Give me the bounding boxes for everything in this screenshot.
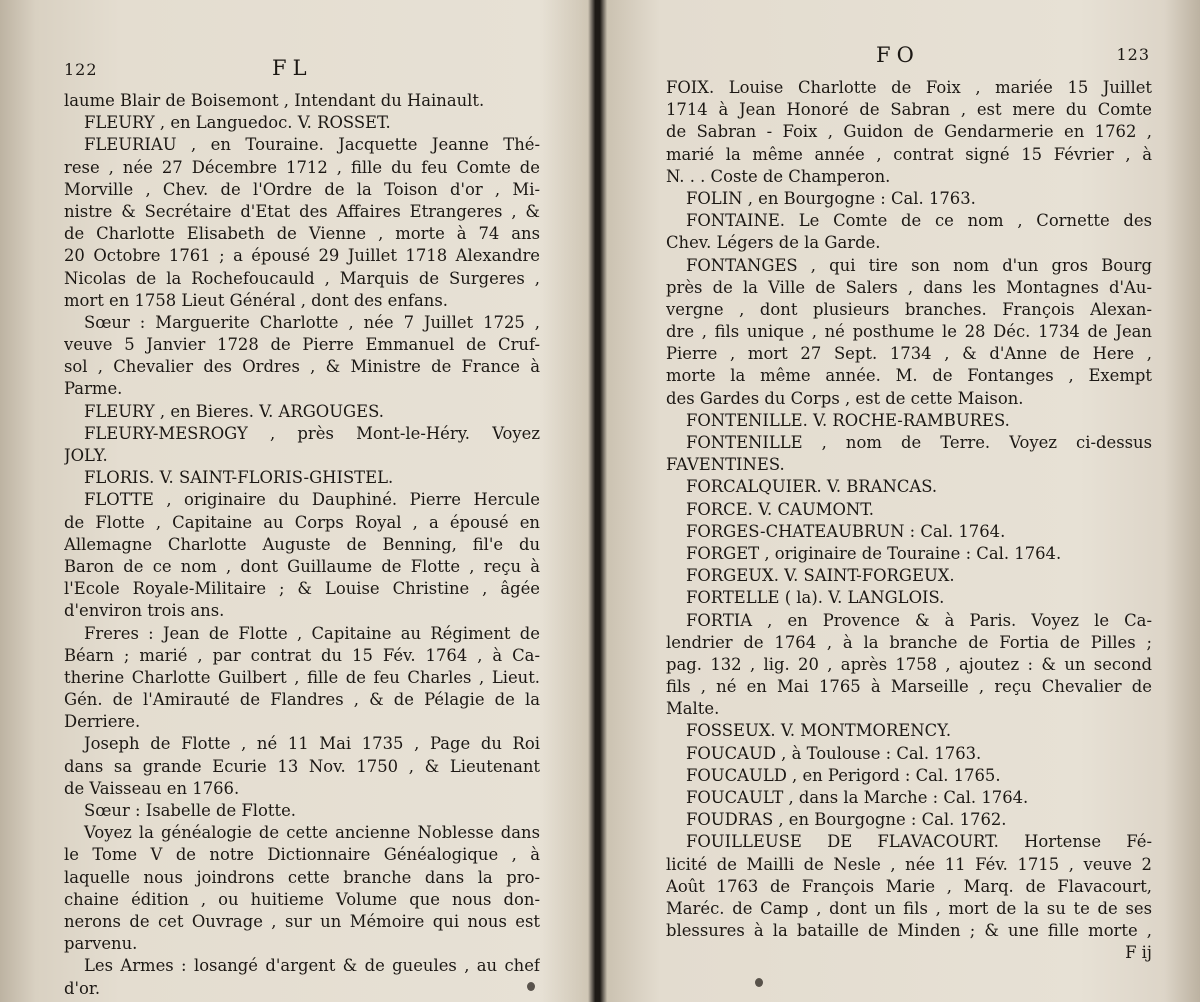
text-line: FORGET , originaire de Touraine : Cal. 1764. [686, 543, 1062, 563]
text-line: l'Ecole Royale-Militaire ; & Louise Christine , âgée [64, 579, 540, 599]
text-line: FORTIA , en Provence & à Paris. Voyez le Ca- [686, 610, 1152, 630]
right-running-head: FO [876, 43, 920, 67]
text-line: therine Charlotte Guilbert , fille de feu Charles , Lieut. [64, 667, 540, 687]
text-line: dre , fils unique , né posthume le 28 Déc. 1734 de Jean [666, 322, 1152, 342]
right-page-text [666, 77, 1150, 965]
binding-hole-mark [755, 978, 763, 987]
text-line: FOUCAUD , à Toulouse : Cal. 1763. [686, 743, 982, 763]
text-line: FOUCAULD , en Perigord : Cal. 1765. [686, 765, 1001, 785]
left-page-header [64, 58, 556, 90]
text-line: licité de Mailli de Nesle , née 11 Fév. 1715 , veuve 2 [666, 854, 1152, 874]
text-line: FONTENILLE. V. ROCHE-RAMBURES. [686, 410, 1010, 430]
left-running-head: FL [272, 56, 313, 80]
right-page [604, 0, 1200, 1002]
text-line: marié la même année , contrat signé 15 Février , à [666, 144, 1152, 164]
text-line: Morville , Chev. de l'Ordre de la Toison d'or , Mi- [64, 179, 540, 199]
text-line: FORCALQUIER. V. BRANCAS. [686, 477, 938, 497]
text-line: FOUCAULT , dans la Marche : Cal. 1764. [686, 788, 1029, 807]
text-line: Gén. de l'Amirauté de Flandres , & de Pélagie de la [64, 690, 540, 710]
text-line: des Gardes du Corps , est de cette Maison. [666, 388, 1024, 408]
text-line: FONTANGES , qui tire son nom d'un gros Bourg [686, 255, 1152, 275]
text-line: pag. 132 , lig. 20 , après 1758 , ajoutez : & un second [666, 654, 1152, 674]
text-line: Août 1763 de François Marie , Marq. de Flavacourt, [666, 876, 1152, 896]
text-line: le Tome V de notre Dictionnaire Généalogique , à [64, 845, 540, 865]
text-line: FOUDRAS , en Bourgogne : Cal. 1762. [686, 810, 1007, 830]
text-line: FLEURY , en Languedoc. V. ROSSET. [84, 113, 391, 133]
text-line: parvenu. [64, 934, 138, 954]
text-line: FORGES-CHATEAUBRUN : Cal. 1764. [686, 521, 1006, 541]
text-line: FAVENTINES. [666, 455, 785, 475]
text-line: Les Armes : losangé d'argent & de gueules , au chef [84, 956, 540, 976]
text-line: lendrier de 1764 , à la branche de Fortia de Pilles ; [666, 632, 1152, 652]
text-line: nerons de cet Ouvrage , sur un Mémoire qui nous est [64, 911, 540, 931]
text-line: FOIX. Louise Charlotte de Foix , mariée 15 Juillet [666, 78, 1152, 97]
text-line: Joseph de Flotte , né 11 Mai 1735 , Page du Roi [84, 734, 540, 754]
text-line: FLOTTE , originaire du Dauphiné. Pierre Hercule [84, 490, 540, 510]
text-line: FONTENILLE , nom de Terre. Voyez ci-dessus [686, 433, 1152, 452]
text-line: Nicolas de la Rochefoucauld , Marquis de Surgeres , [64, 268, 540, 288]
text-line: FONTAINE. Le Comte de ce nom , Cornette des [686, 211, 1152, 231]
text-line: Parme. [64, 379, 123, 399]
text-line: Pierre , mort 27 Sept. 1734 , & d'Anne de Here , [666, 344, 1152, 364]
text-line: nistre & Secrétaire d'Etat des Affaires Etrangeres , & [64, 201, 540, 221]
text-line: Malte. [666, 699, 720, 719]
text-line: FLEURY-MESROGY , près Mont-le-Héry. Voyez [84, 423, 540, 443]
text-line: blessures à la bataille de Minden ; & une fille morte , [666, 921, 1152, 941]
text-line: sol , Chevalier des Ordres , & Ministre de France à [64, 357, 540, 377]
text-line: d'or. [64, 978, 101, 998]
text-line: dans sa grande Ecurie 13 Nov. 1750 , & Lieutenant [64, 756, 540, 776]
text-line: fils , né en Mai 1765 à Marseille , reçu Chevalier de [666, 677, 1152, 697]
text-line: Freres : Jean de Flotte , Capitaine au Régiment de [84, 623, 540, 643]
text-line: de Vaisseau en 1766. [64, 778, 240, 798]
right-page-number: 123 [1116, 45, 1150, 64]
text-line: Sœur : Marguerite Charlotte , née 7 Juillet 1725 , [84, 312, 540, 332]
text-line: FOSSEUX. V. MONTMORENCY. [686, 721, 952, 741]
text-line: JOLY. [64, 446, 108, 465]
text-line: de Sabran - Foix , Guidon de Gendarmerie en 1762 , [666, 122, 1152, 142]
text-line: FLEURIAU , en Touraine. Jacquette Jeanne Thé- [84, 135, 540, 155]
text-line: F ij [1125, 943, 1152, 963]
text-line: morte la même année. M. de Fontanges , Exempt [666, 366, 1152, 386]
text-line: veuve 5 Janvier 1728 de Pierre Emmanuel de Cruf- [64, 335, 540, 355]
text-line: vergne , dont plusieurs branches. François Alexan- [666, 299, 1152, 319]
text-line: FLORIS. V. SAINT-FLORIS-GHISTEL. [84, 468, 394, 488]
left-page-number: 122 [64, 60, 98, 79]
text-line: FORTELLE ( la). V. LANGLOIS. [686, 588, 945, 608]
text-line: Sœur : Isabelle de Flotte. [84, 801, 296, 820]
text-line: laquelle nous joindrons cette branche dans la pro- [64, 867, 540, 887]
text-line: de Charlotte Elisabeth de Vienne , morte à 74 ans [64, 224, 540, 244]
text-line: Allemagne Charlotte Auguste de Benning, fil'e du [64, 534, 540, 554]
text-line: de Flotte , Capitaine au Corps Royal , a épousé en [64, 512, 540, 532]
text-line: FORCE. V. CAUMONT. [686, 499, 874, 519]
text-line: 1714 à Jean Honoré de Sabran , est mere du Comte [666, 100, 1152, 120]
text-line: 20 Octobre 1761 ; a épousé 29 Juillet 1718 Alexandre [64, 246, 540, 266]
left-page [0, 0, 590, 1002]
text-line: Maréc. de Camp , dont un fils , mort de la su te de ses [666, 898, 1152, 918]
text-line: N. . . Coste de Champeron. [666, 166, 891, 186]
text-line: Derriere. [64, 712, 141, 732]
text-line: Chev. Légers de la Garde. [666, 233, 881, 253]
text-line: FORGEUX. V. SAINT-FORGEUX. [686, 566, 955, 586]
binding-hole-mark [527, 982, 535, 991]
text-line: FLEURY , en Bieres. V. ARGOUGES. [84, 401, 384, 421]
text-line: FOUILLEUSE DE FLAVACOURT. Hortense Fé- [686, 832, 1152, 852]
text-line: Béarn ; marié , par contrat du 15 Fév. 1764 , à Ca- [64, 645, 540, 665]
right-page-header [666, 45, 1150, 77]
left-page-text [64, 90, 556, 1000]
text-line: Baron de ce nom , dont Guillaume de Flotte , reçu à [64, 556, 540, 576]
text-line: FOLIN , en Bourgogne : Cal. 1763. [686, 188, 976, 208]
text-line: rese , née 27 Décembre 1712 , fille du feu Comte de [64, 157, 540, 177]
text-line: mort en 1758 Lieut Général , dont des enfans. [64, 290, 448, 310]
text-line: Voyez la généalogie de cette ancienne Noblesse dans [84, 823, 540, 843]
text-line: d'environ trois ans. [64, 601, 225, 621]
text-line: près de la Ville de Salers , dans les Montagnes d'Au- [666, 277, 1152, 297]
text-line: chaine édition , ou huitieme Volume que nous don- [64, 889, 540, 909]
text-line: laume Blair de Boisemont , Intendant du Hainault. [64, 91, 485, 110]
